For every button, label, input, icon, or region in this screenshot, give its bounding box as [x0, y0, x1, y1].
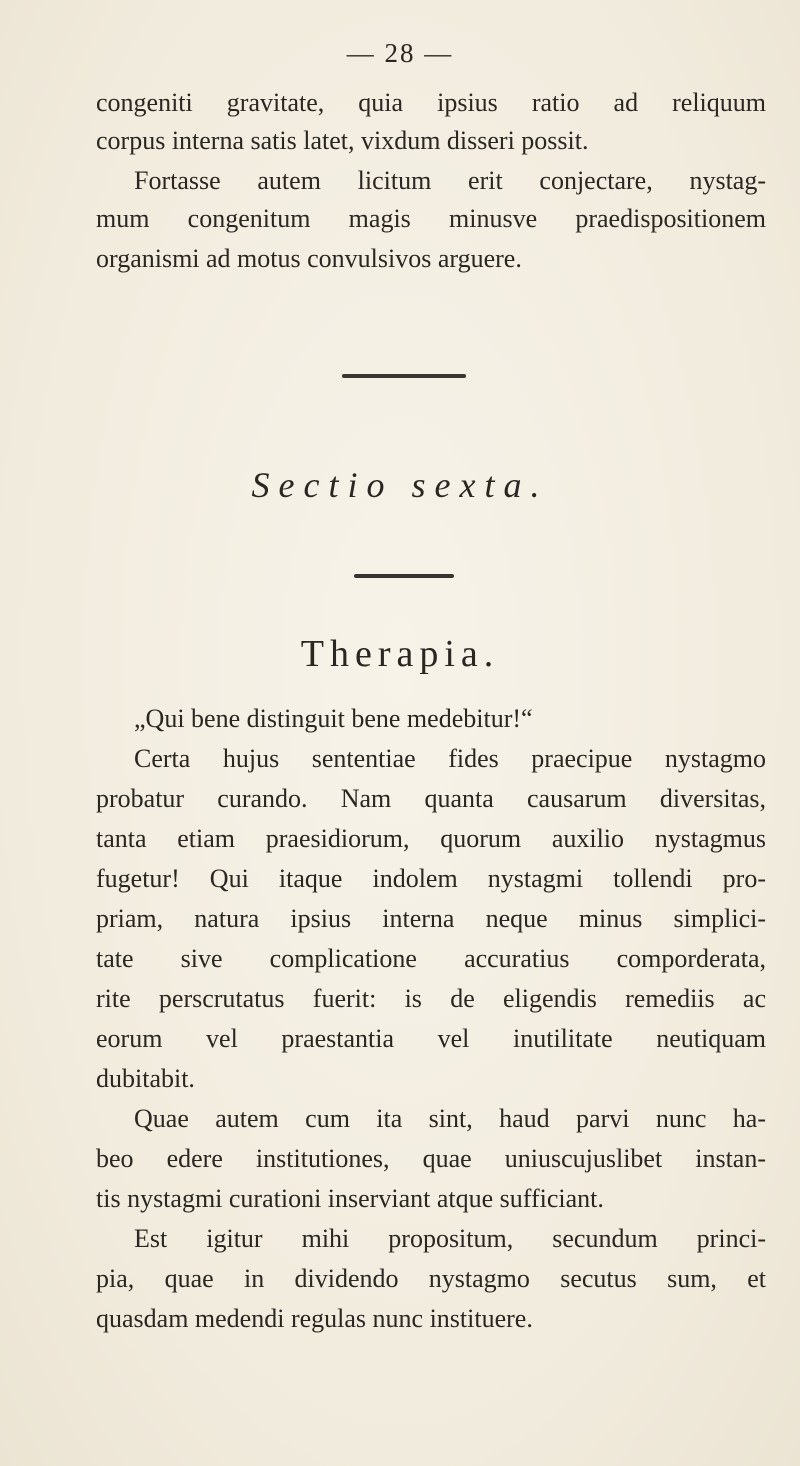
paragraph-3-line-2: probatur curando. Nam quanta causarum diversitas, [96, 784, 766, 813]
paragraph-1-line-2: corpus interna satis latet, vixdum disseri possit. [96, 126, 589, 155]
paragraph-1-line-1: congeniti gravitate, quia ipsius ratio ad reliquum [96, 88, 766, 117]
paragraph-3-line-1: Certa hujus sententiae fides praecipue nystagmo [134, 744, 766, 773]
page-number: — 28 — [346, 38, 454, 68]
motto: „Qui bene distinguit bene medebitur!“ [134, 704, 533, 733]
paragraph-4-line-2: beo edere institutiones, quae uniuscujuslibet instan- [96, 1144, 766, 1173]
paragraph-2-line-2: mum congenitum magis minusve praedispositionem [96, 204, 766, 233]
paragraph-3-line-7: rite perscrutatus fuerit: is de eligendis remediis ac [96, 984, 766, 1013]
paragraph-5-line-2: pia, quae in dividendo nystagmo secutus sum, et [96, 1264, 766, 1293]
paragraph-5-line-1: Est igitur mihi propositum, secundum princi- [134, 1224, 766, 1253]
section-divider-bottom [354, 574, 454, 578]
paragraph-3-line-4: fugetur! Qui itaque indolem nystagmi tollendi pro- [96, 864, 766, 893]
paragraph-4-line-3: tis nystagmi curationi inserviant atque sufficiant. [96, 1184, 604, 1213]
paragraph-4-line-1: Quae autem cum ita sint, haud parvi nunc ha- [134, 1104, 766, 1133]
paragraph-3-line-3: tanta etiam praesidiorum, quorum auxilio nystagmus [96, 824, 766, 853]
paragraph-2-line-1: Fortasse autem licitum erit conjectare, nystag- [134, 166, 766, 195]
paragraph-5-line-3: quasdam medendi regulas nunc instituere. [96, 1304, 533, 1333]
paragraph-3-line-8: eorum vel praestantia vel inutilitate neutiquam [96, 1024, 766, 1053]
chapter-subtitle: Therapia. [300, 633, 500, 675]
section-title: Sectio sexta. [251, 465, 549, 505]
paragraph-3-line-5: priam, natura ipsius interna neque minus simplici- [96, 904, 766, 933]
paragraph-3-line-6: tate sive complicatione accuratius comporderata, [96, 944, 766, 973]
paragraph-2-line-3: organismi ad motus convulsivos arguere. [96, 244, 522, 273]
section-divider-top [342, 374, 466, 378]
paragraph-3-line-9: dubitabit. [96, 1064, 195, 1093]
